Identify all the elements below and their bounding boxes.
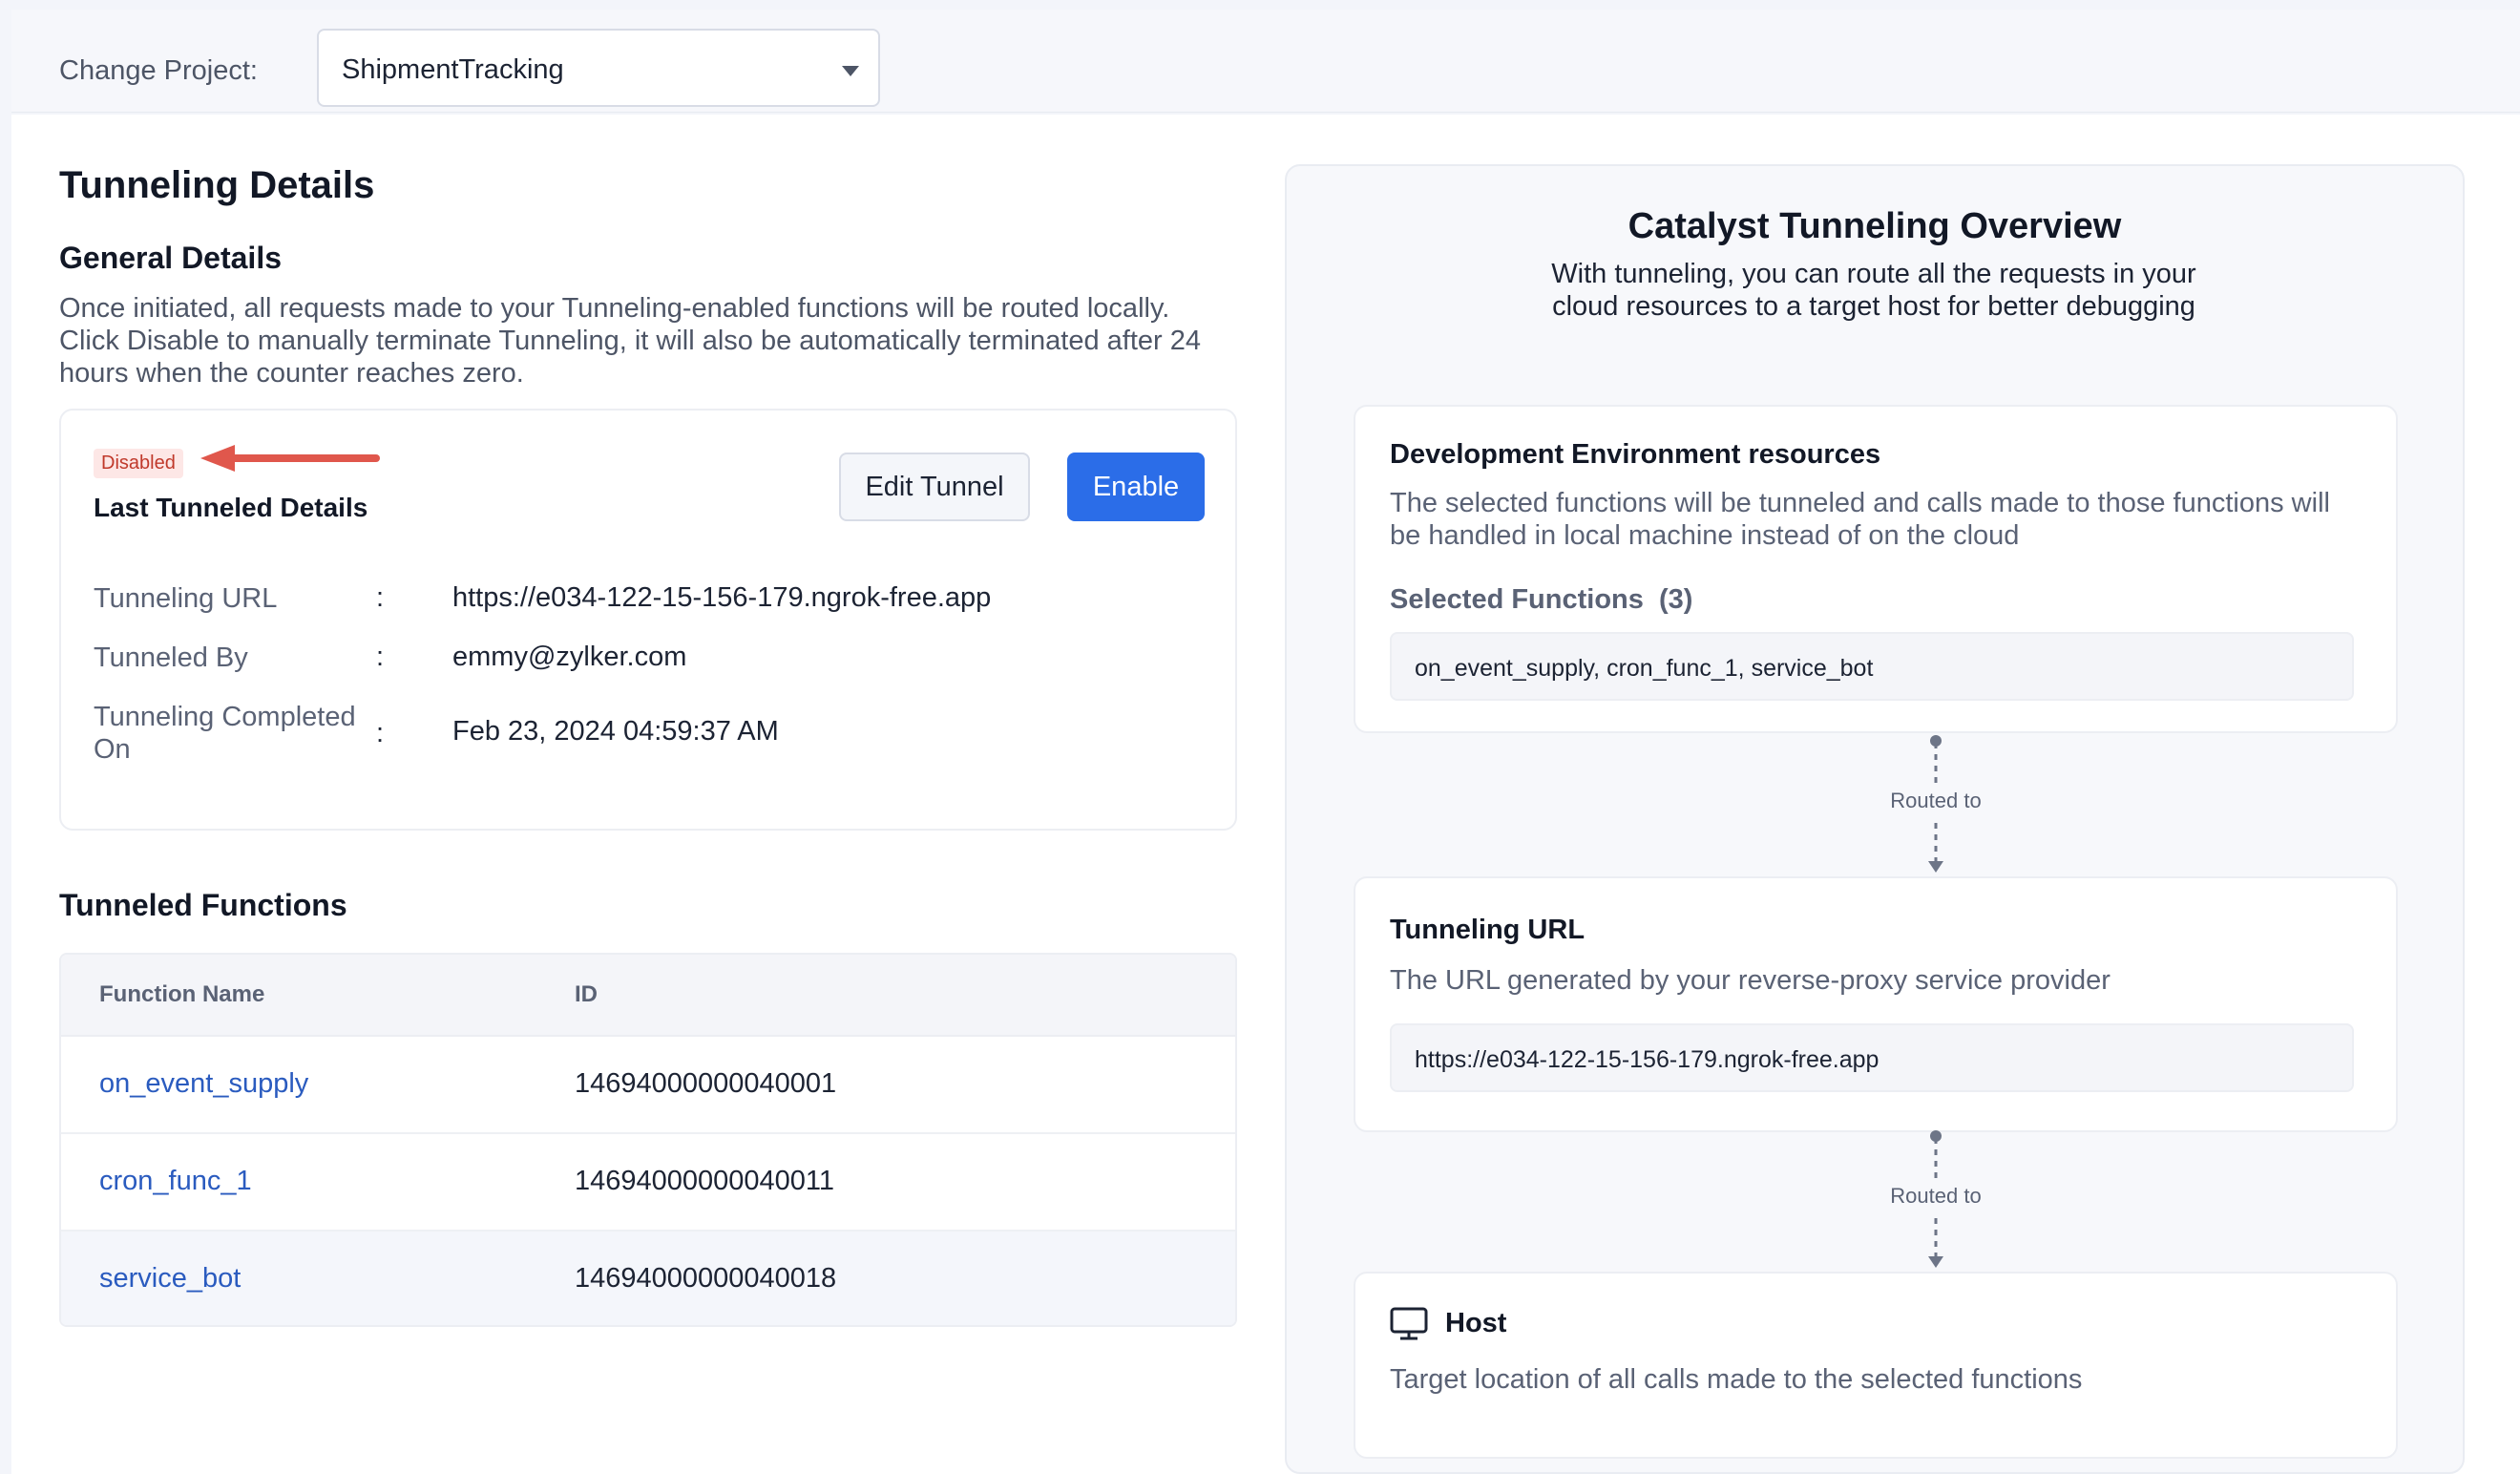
tunneled-by-label: Tunneled By [94, 642, 248, 673]
overview-title: Catalyst Tunneling Overview [1628, 206, 2122, 246]
selected-functions-value: on_event_supply, cron_func_1, service_bot [1415, 655, 1874, 682]
column-header-id: ID [575, 981, 598, 1007]
tunneling-url-title: Tunneling URL [1390, 915, 1586, 945]
selected-functions-label [1390, 584, 1692, 616]
host-box [1354, 1272, 2398, 1459]
tunneling-url-value: https://e034-122-15-156-179.ngrok-free.app [452, 582, 992, 613]
table-header [61, 955, 1235, 1037]
enable-button[interactable]: Enable [1067, 453, 1205, 521]
function-id: 14694000000040011 [575, 1166, 835, 1196]
selected-functions-field [1390, 632, 2354, 701]
project-select-value: ShipmentTracking [342, 54, 564, 85]
dev-resources-text: The selected functions will be tunneled and calls made to those functions will be handled in local machine instead of on the cloud [1390, 488, 2330, 551]
page-title: Tunneling Details [59, 164, 375, 206]
function-id: 14694000000040018 [575, 1263, 837, 1294]
tunneled-functions-heading: Tunneled Functions [59, 888, 347, 922]
tunneling-url-field [1390, 1023, 2354, 1092]
column-header-function-name: Function Name [99, 981, 265, 1007]
tunneled-by-value: emmy@zylker.com [452, 642, 687, 672]
annotation-arrow-icon [195, 439, 386, 477]
chevron-down-icon [842, 66, 859, 76]
tunneling-url-label: Tunneling URL [94, 583, 278, 614]
change-project-label: Change Project: [59, 55, 258, 86]
function-link[interactable]: on_event_supply [99, 1068, 309, 1099]
tunneling-url-field-value: https://e034-122-15-156-179.ngrok-free.app [1415, 1046, 1880, 1073]
project-bar [11, 10, 2520, 113]
selected-functions-count: (3) [1658, 584, 1693, 615]
project-select[interactable] [317, 29, 880, 107]
tunneling-completed-label: Tunneling Completed On [94, 702, 356, 765]
kv-colon: : [376, 642, 385, 672]
table-row [61, 1037, 1235, 1134]
table-row [61, 1232, 1235, 1327]
tunneling-url-text: The URL generated by your reverse-proxy service provider [1390, 965, 2110, 996]
general-details-description: Once initiated, all requests made to your Tunneling-enabled functions will be routed locally. Click Disable to manually terminate Tunneling, it will also be automatically terminated after 24 hours when the counter reaches zero. [59, 293, 1202, 389]
monitor-icon [1390, 1304, 1428, 1342]
function-id: 14694000000040001 [575, 1068, 837, 1099]
kv-colon: : [376, 718, 385, 748]
overview-subtitle: With tunneling, you can route all the requests in your cloud resources to a target host for better debugging [1551, 259, 2196, 322]
tunneling-overview-panel [1285, 164, 2465, 1474]
dev-resources-title: Development Environment resources [1390, 439, 1881, 470]
kv-colon: : [376, 582, 385, 613]
table-row [61, 1134, 1235, 1232]
host-title: Host [1445, 1308, 1507, 1338]
tunneling-completed-value: Feb 23, 2024 04:59:37 AM [452, 716, 779, 747]
routed-to-label: Routed to [1859, 1178, 2012, 1214]
dev-resources-box [1354, 405, 2398, 733]
general-details-heading: General Details [59, 241, 282, 275]
route-connector [1859, 1130, 2012, 1270]
routed-to-label: Routed to [1859, 783, 2012, 819]
last-tunneled-title: Last Tunneled Details [94, 493, 368, 522]
route-connector [1859, 735, 2012, 874]
function-link[interactable]: cron_func_1 [99, 1166, 252, 1196]
tunneling-url-box [1354, 876, 2398, 1132]
selected-functions-text: Selected Functions [1390, 584, 1644, 615]
edit-tunnel-button[interactable]: Edit Tunnel [839, 453, 1030, 521]
function-link[interactable]: service_bot [99, 1263, 242, 1294]
status-badge: Disabled [94, 449, 183, 478]
last-tunneled-card [59, 409, 1237, 831]
host-text: Target location of all calls made to the selected functions [1390, 1364, 2083, 1395]
functions-table [59, 953, 1237, 1327]
